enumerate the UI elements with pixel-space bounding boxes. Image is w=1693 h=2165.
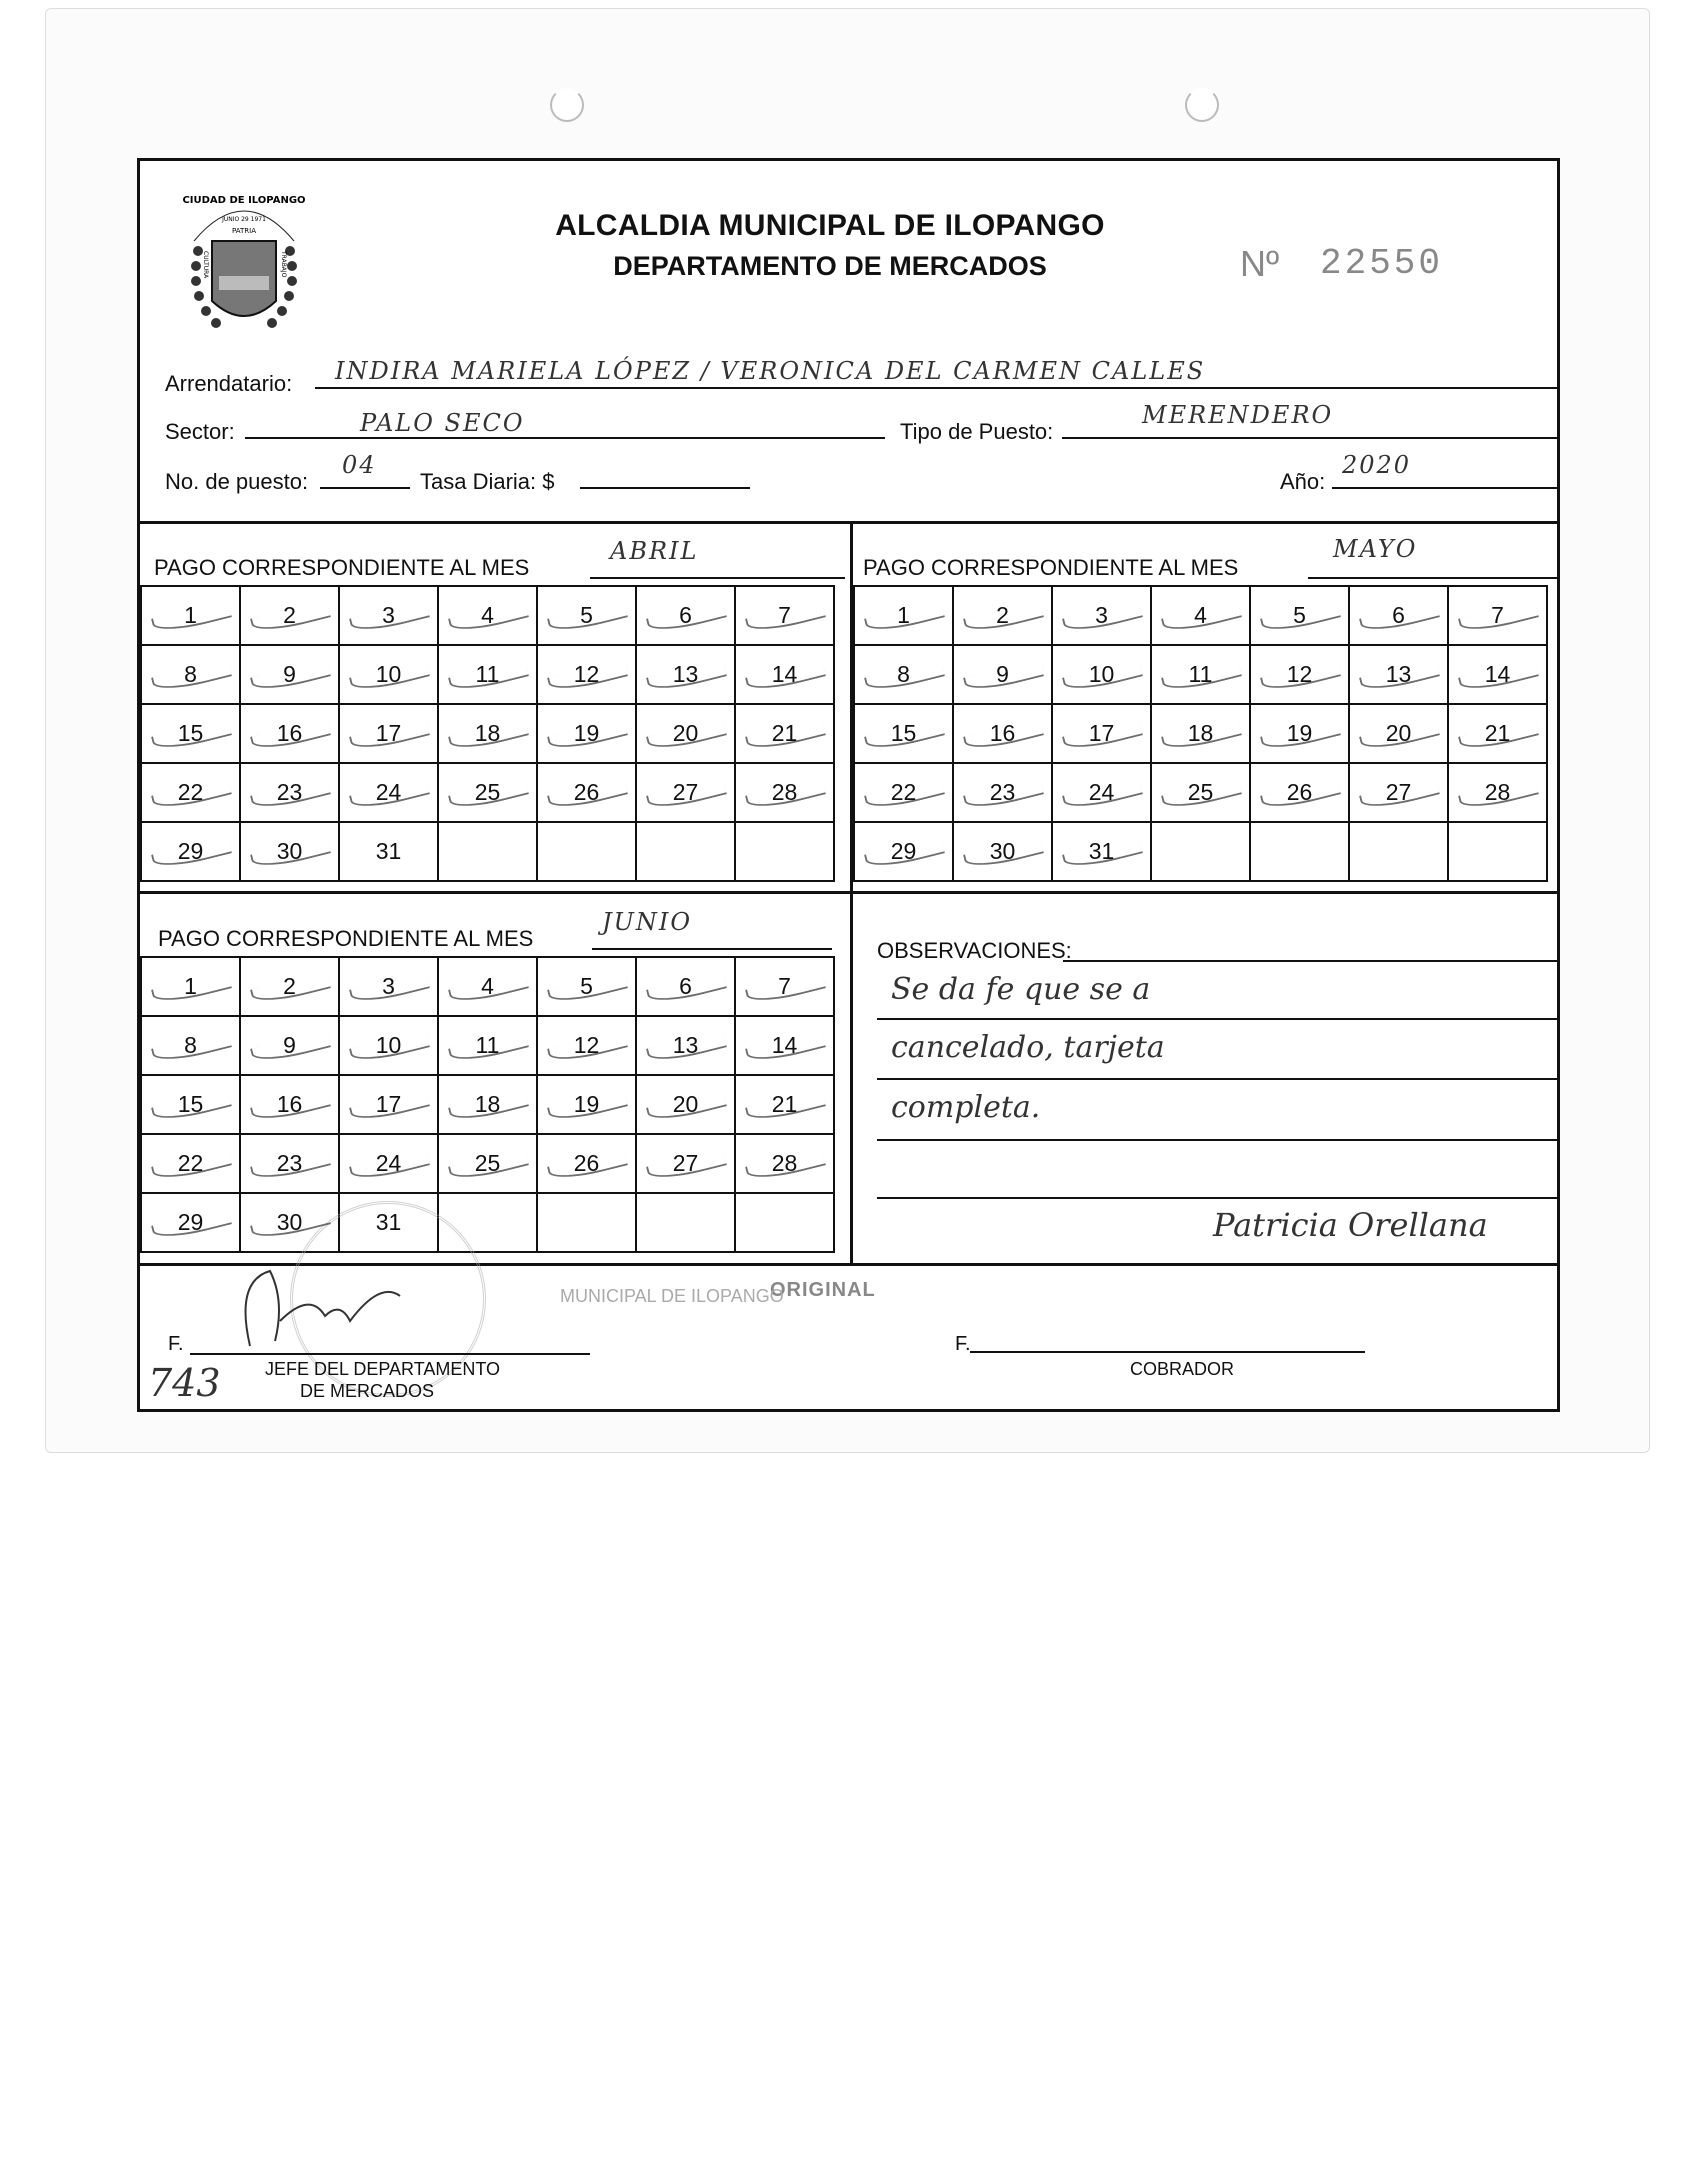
day-number: 25 (474, 1150, 501, 1176)
day-cell[interactable] (339, 704, 438, 763)
day-number: 1 (184, 973, 197, 999)
month-block-junio (140, 894, 850, 1262)
day-number: 9 (283, 661, 296, 687)
day-number: 19 (573, 1091, 600, 1117)
day-number: 24 (375, 1150, 402, 1176)
day-number: 1 (184, 602, 197, 628)
day-number: 18 (474, 1091, 501, 1117)
day-cell[interactable] (735, 763, 834, 822)
day-cell[interactable] (438, 763, 537, 822)
day-cell[interactable] (438, 957, 537, 1016)
month-block-abril (140, 523, 850, 891)
day-number: 11 (475, 661, 500, 687)
day-cell[interactable] (240, 1016, 339, 1075)
day-cell[interactable] (240, 586, 339, 645)
day-number: 8 (897, 661, 910, 687)
day-cell[interactable] (339, 645, 438, 704)
f-label-right: F. (955, 1333, 971, 1355)
day-cell[interactable] (735, 1016, 834, 1075)
observaciones-line-2[interactable]: cancelado, tarjeta (891, 1030, 1165, 1065)
day-number: 23 (989, 779, 1016, 805)
day-cell[interactable] (1052, 763, 1151, 822)
tipo-puesto-value: MERENDERO (1142, 401, 1334, 429)
day-number: 8 (184, 1032, 197, 1058)
observaciones-label: OBSERVACIONES: (877, 938, 1072, 963)
day-cell[interactable] (953, 763, 1052, 822)
day-cell[interactable] (141, 763, 240, 822)
day-cell[interactable] (953, 645, 1052, 704)
day-number: 29 (177, 1209, 204, 1235)
jefe-label-line2: DE MERCADOS (300, 1381, 435, 1401)
day-grid-junio (140, 956, 835, 1253)
anio-field[interactable] (1332, 451, 1558, 489)
day-number: 18 (474, 720, 501, 746)
day-cell[interactable] (1250, 763, 1349, 822)
day-row (141, 1016, 834, 1075)
day-number: 3 (382, 602, 395, 628)
empty-cell (1349, 822, 1448, 881)
empty-cell (1151, 822, 1250, 881)
day-cell[interactable] (735, 1075, 834, 1134)
day-cell[interactable] (141, 1016, 240, 1075)
day-number: 22 (177, 779, 204, 805)
day-cell[interactable] (1349, 645, 1448, 704)
day-number: 2 (283, 973, 296, 999)
day-number: 26 (1286, 779, 1313, 805)
day-cell[interactable] (240, 645, 339, 704)
day-cell[interactable] (735, 1134, 834, 1193)
day-number: 14 (771, 1032, 798, 1058)
day-number: 13 (672, 661, 699, 687)
sector-value: PALO SECO (360, 409, 525, 437)
day-cell[interactable] (636, 645, 735, 704)
day-number: 11 (1188, 661, 1213, 687)
empty-cell (537, 822, 636, 881)
day-cell[interactable] (953, 704, 1052, 763)
day-cell[interactable] (1349, 704, 1448, 763)
day-cell[interactable] (854, 586, 953, 645)
jefe-signature-scribble-icon (230, 1261, 430, 1351)
day-cell[interactable] (735, 586, 834, 645)
no-puesto-value: 04 (342, 451, 377, 479)
no-puesto-label: No. de puesto: (165, 469, 309, 494)
day-number: 15 (890, 720, 917, 746)
day-cell[interactable] (1052, 822, 1151, 881)
sector-field[interactable] (245, 407, 885, 439)
month-label: PAGO CORRESPONDIENTE AL MES (158, 926, 534, 951)
day-number: 12 (573, 661, 600, 687)
day-cell[interactable] (953, 822, 1052, 881)
day-cell[interactable] (1052, 586, 1151, 645)
seal-motto-center: PATRIA (231, 227, 257, 235)
institution-title: ALCALDIA MUNICIPAL DE ILOPANGO (555, 209, 1105, 242)
day-cell[interactable] (854, 822, 953, 881)
day-cell[interactable] (1052, 704, 1151, 763)
day-number: 12 (573, 1032, 600, 1058)
day-number: 30 (276, 838, 303, 864)
day-cell[interactable] (854, 704, 953, 763)
day-cell[interactable] (1250, 645, 1349, 704)
month-label: PAGO CORRESPONDIENTE AL MES (863, 555, 1239, 580)
day-cell[interactable] (537, 704, 636, 763)
tipo-puesto-label: Tipo de Puesto: (900, 419, 1054, 444)
day-cell[interactable] (735, 957, 834, 1016)
month-value: JUNIO (602, 908, 693, 936)
day-cell[interactable] (141, 586, 240, 645)
day-number: 31 (375, 1209, 402, 1235)
day-number: 29 (177, 838, 204, 864)
day-number: 7 (778, 602, 791, 628)
day-number: 30 (276, 1209, 303, 1235)
day-cell[interactable] (1151, 586, 1250, 645)
empty-cell (636, 822, 735, 881)
day-number: 5 (1293, 602, 1306, 628)
day-cell[interactable] (339, 822, 438, 881)
day-row (854, 763, 1547, 822)
day-number: 19 (1286, 720, 1313, 746)
day-number: 9 (996, 661, 1009, 687)
cobrador-label: COBRADOR (1130, 1359, 1235, 1379)
day-number: 9 (283, 1032, 296, 1058)
day-number: 17 (375, 720, 402, 746)
day-number: 20 (1385, 720, 1412, 746)
day-number: 18 (1187, 720, 1214, 746)
month-value: MAYO (1333, 535, 1418, 563)
empty-cell (735, 822, 834, 881)
day-number: 13 (672, 1032, 699, 1058)
day-cell[interactable] (1151, 763, 1250, 822)
day-number: 2 (996, 602, 1009, 628)
day-number: 26 (573, 1150, 600, 1176)
day-number: 20 (672, 720, 699, 746)
month-field[interactable] (592, 908, 832, 950)
day-number: 25 (1187, 779, 1214, 805)
anio-value: 2020 (1342, 451, 1412, 479)
day-row (854, 822, 1547, 881)
day-number: 5 (580, 973, 593, 999)
day-cell[interactable] (240, 704, 339, 763)
handwritten-number: 743 (148, 1361, 221, 1405)
month-field[interactable] (590, 537, 845, 579)
arrendatario-value: INDIRA MARIELA LÓPEZ / VERONICA DEL CARMEN CALLES (335, 357, 1206, 385)
day-cell[interactable] (240, 763, 339, 822)
day-number: 24 (1088, 779, 1115, 805)
day-cell[interactable] (537, 1075, 636, 1134)
folio-number: 22550 (1320, 243, 1444, 284)
day-cell[interactable] (1151, 645, 1250, 704)
arrendatario-field[interactable] (315, 357, 1558, 389)
day-number: 3 (382, 973, 395, 999)
day-cell[interactable] (636, 1134, 735, 1193)
day-number: 4 (1194, 602, 1207, 628)
day-number: 4 (481, 973, 494, 999)
day-cell[interactable] (240, 822, 339, 881)
day-number: 30 (989, 838, 1016, 864)
day-number: 20 (672, 1091, 699, 1117)
observaciones-signature: Patricia Orellana (1213, 1206, 1488, 1244)
day-cell[interactable] (339, 1016, 438, 1075)
day-number: 6 (679, 973, 692, 999)
day-number: 6 (1392, 602, 1405, 628)
day-cell[interactable] (438, 1134, 537, 1193)
punch-hole (550, 88, 584, 122)
day-cell[interactable] (636, 586, 735, 645)
municipal-seal-icon (174, 181, 314, 351)
observaciones-line-3[interactable]: completa. (891, 1090, 1041, 1125)
day-row (141, 1193, 834, 1252)
tasa-diaria-label: Tasa Diaria: $ (420, 469, 555, 494)
day-number: 1 (897, 602, 910, 628)
day-cell[interactable] (537, 957, 636, 1016)
day-number: 24 (375, 779, 402, 805)
day-cell[interactable] (854, 763, 953, 822)
rule-line (1063, 960, 1560, 962)
day-cell[interactable] (438, 1075, 537, 1134)
jefe-label-line1: JEFE DEL DEPARTAMENTO (265, 1359, 501, 1379)
day-number: 27 (1385, 779, 1412, 805)
rule-line (877, 1078, 1560, 1080)
day-cell[interactable] (438, 1016, 537, 1075)
tasa-diaria-field[interactable] (580, 457, 750, 489)
day-cell[interactable] (339, 957, 438, 1016)
day-cell[interactable] (339, 1075, 438, 1134)
month-block-mayo (853, 523, 1560, 891)
folio-label: Nº (1240, 243, 1280, 284)
day-number: 28 (1484, 779, 1511, 805)
day-row (854, 586, 1547, 645)
day-cell[interactable] (854, 645, 953, 704)
day-number: 28 (771, 779, 798, 805)
day-cell[interactable] (1151, 704, 1250, 763)
day-number: 10 (375, 1032, 402, 1058)
day-number: 16 (276, 1091, 303, 1117)
seal-motto-right: TRABAJO (280, 251, 287, 278)
day-cell[interactable] (438, 645, 537, 704)
cobrador-signature-field[interactable] (970, 1329, 1365, 1353)
stamp-text: MUNICIPAL DE ILOPANGO (560, 1286, 784, 1306)
day-number: 5 (580, 602, 593, 628)
day-cell[interactable] (537, 586, 636, 645)
empty-cell (735, 1193, 834, 1252)
day-number: 25 (474, 779, 501, 805)
arrendatario-label: Arrendatario: (165, 371, 293, 396)
jefe-signature-field[interactable] (190, 1331, 590, 1355)
day-number: 27 (672, 779, 699, 805)
day-cell[interactable] (141, 1193, 240, 1252)
day-number: 2 (283, 602, 296, 628)
day-number: 22 (890, 779, 917, 805)
day-cell[interactable] (339, 763, 438, 822)
day-grid-abril (140, 585, 835, 882)
day-row (141, 586, 834, 645)
day-number: 3 (1095, 602, 1108, 628)
seal-date: JUNIO 29 1971 (222, 216, 266, 223)
day-number: 19 (573, 720, 600, 746)
day-number: 15 (177, 720, 204, 746)
day-grid-mayo (853, 585, 1548, 882)
empty-cell (636, 1193, 735, 1252)
department-subtitle: DEPARTAMENTO DE MERCADOS (613, 251, 1047, 281)
day-cell[interactable] (1349, 586, 1448, 645)
sector-label: Sector: (165, 419, 235, 444)
anio-label: Año: (1280, 469, 1326, 494)
day-row (141, 645, 834, 704)
day-cell[interactable] (636, 957, 735, 1016)
day-cell[interactable] (735, 704, 834, 763)
day-number: 31 (1088, 838, 1115, 864)
empty-cell (1250, 822, 1349, 881)
month-field[interactable] (1308, 535, 1560, 579)
day-number: 12 (1286, 661, 1313, 687)
day-cell[interactable] (537, 1016, 636, 1075)
day-cell[interactable] (141, 1134, 240, 1193)
tipo-puesto-field[interactable] (1062, 401, 1558, 439)
day-cell[interactable] (240, 957, 339, 1016)
month-value: ABRIL (610, 537, 699, 565)
day-row (141, 704, 834, 763)
day-number: 10 (375, 661, 402, 687)
day-number: 23 (276, 779, 303, 805)
day-cell[interactable] (953, 586, 1052, 645)
day-row (141, 822, 834, 881)
day-number: 10 (1088, 661, 1115, 687)
seal-title: CIUDAD DE ILOPANGO (182, 195, 306, 206)
day-number: 15 (177, 1091, 204, 1117)
day-cell[interactable] (1052, 645, 1151, 704)
day-cell[interactable] (141, 645, 240, 704)
rule-line (877, 1197, 1560, 1199)
day-number: 4 (481, 602, 494, 628)
day-number: 27 (672, 1150, 699, 1176)
day-cell[interactable] (141, 957, 240, 1016)
day-number: 31 (375, 838, 402, 864)
rule-line (877, 1018, 1560, 1020)
day-cell[interactable] (735, 645, 834, 704)
day-row (141, 957, 834, 1016)
day-cell[interactable] (1448, 645, 1547, 704)
no-puesto-field[interactable] (320, 451, 410, 489)
payment-card-form (137, 158, 1560, 1412)
day-cell[interactable] (339, 1134, 438, 1193)
day-number: 7 (778, 973, 791, 999)
day-cell[interactable] (537, 1134, 636, 1193)
seal-motto-left: CULTURA (202, 251, 209, 279)
day-cell[interactable] (240, 1134, 339, 1193)
day-cell[interactable] (636, 704, 735, 763)
day-cell[interactable] (240, 1075, 339, 1134)
observaciones-line-1[interactable]: Se da fe que se a (891, 972, 1151, 1007)
day-number: 17 (375, 1091, 402, 1117)
day-number: 7 (1491, 602, 1504, 628)
day-number: 21 (771, 1091, 798, 1117)
day-row (854, 704, 1547, 763)
day-number: 17 (1088, 720, 1115, 746)
day-row (141, 1134, 834, 1193)
day-number: 28 (771, 1150, 798, 1176)
day-cell[interactable] (141, 1075, 240, 1134)
day-number: 22 (177, 1150, 204, 1176)
day-number: 6 (679, 602, 692, 628)
day-number: 13 (1385, 661, 1412, 687)
day-cell[interactable] (1250, 586, 1349, 645)
day-number: 14 (1484, 661, 1511, 687)
day-number: 8 (184, 661, 197, 687)
day-cell[interactable] (141, 704, 240, 763)
day-cell[interactable] (636, 1075, 735, 1134)
day-cell[interactable] (636, 763, 735, 822)
copy-label: ORIGINAL (770, 1279, 876, 1301)
day-cell[interactable] (438, 586, 537, 645)
day-cell[interactable] (1448, 586, 1547, 645)
month-label: PAGO CORRESPONDIENTE AL MES (154, 555, 530, 580)
day-row (141, 1075, 834, 1134)
day-cell[interactable] (537, 763, 636, 822)
rule-line (877, 1139, 1560, 1141)
day-cell[interactable] (438, 704, 537, 763)
day-cell[interactable] (1448, 704, 1547, 763)
day-cell[interactable] (1250, 704, 1349, 763)
day-cell[interactable] (636, 1016, 735, 1075)
day-number: 14 (771, 661, 798, 687)
day-number: 26 (573, 779, 600, 805)
empty-cell (537, 1193, 636, 1252)
day-cell[interactable] (1448, 763, 1547, 822)
observaciones-block (853, 894, 1560, 1262)
day-row (141, 763, 834, 822)
day-number: 11 (475, 1032, 500, 1058)
empty-cell (438, 822, 537, 881)
day-cell[interactable] (1349, 763, 1448, 822)
day-cell[interactable] (141, 822, 240, 881)
day-number: 21 (1484, 720, 1511, 746)
day-cell[interactable] (537, 645, 636, 704)
punch-hole (1185, 88, 1219, 122)
day-number: 21 (771, 720, 798, 746)
day-cell[interactable] (339, 586, 438, 645)
day-number: 23 (276, 1150, 303, 1176)
day-row (854, 645, 1547, 704)
f-label-left: F. (168, 1333, 184, 1355)
day-number: 16 (276, 720, 303, 746)
empty-cell (1448, 822, 1547, 881)
day-number: 29 (890, 838, 917, 864)
day-number: 16 (989, 720, 1016, 746)
